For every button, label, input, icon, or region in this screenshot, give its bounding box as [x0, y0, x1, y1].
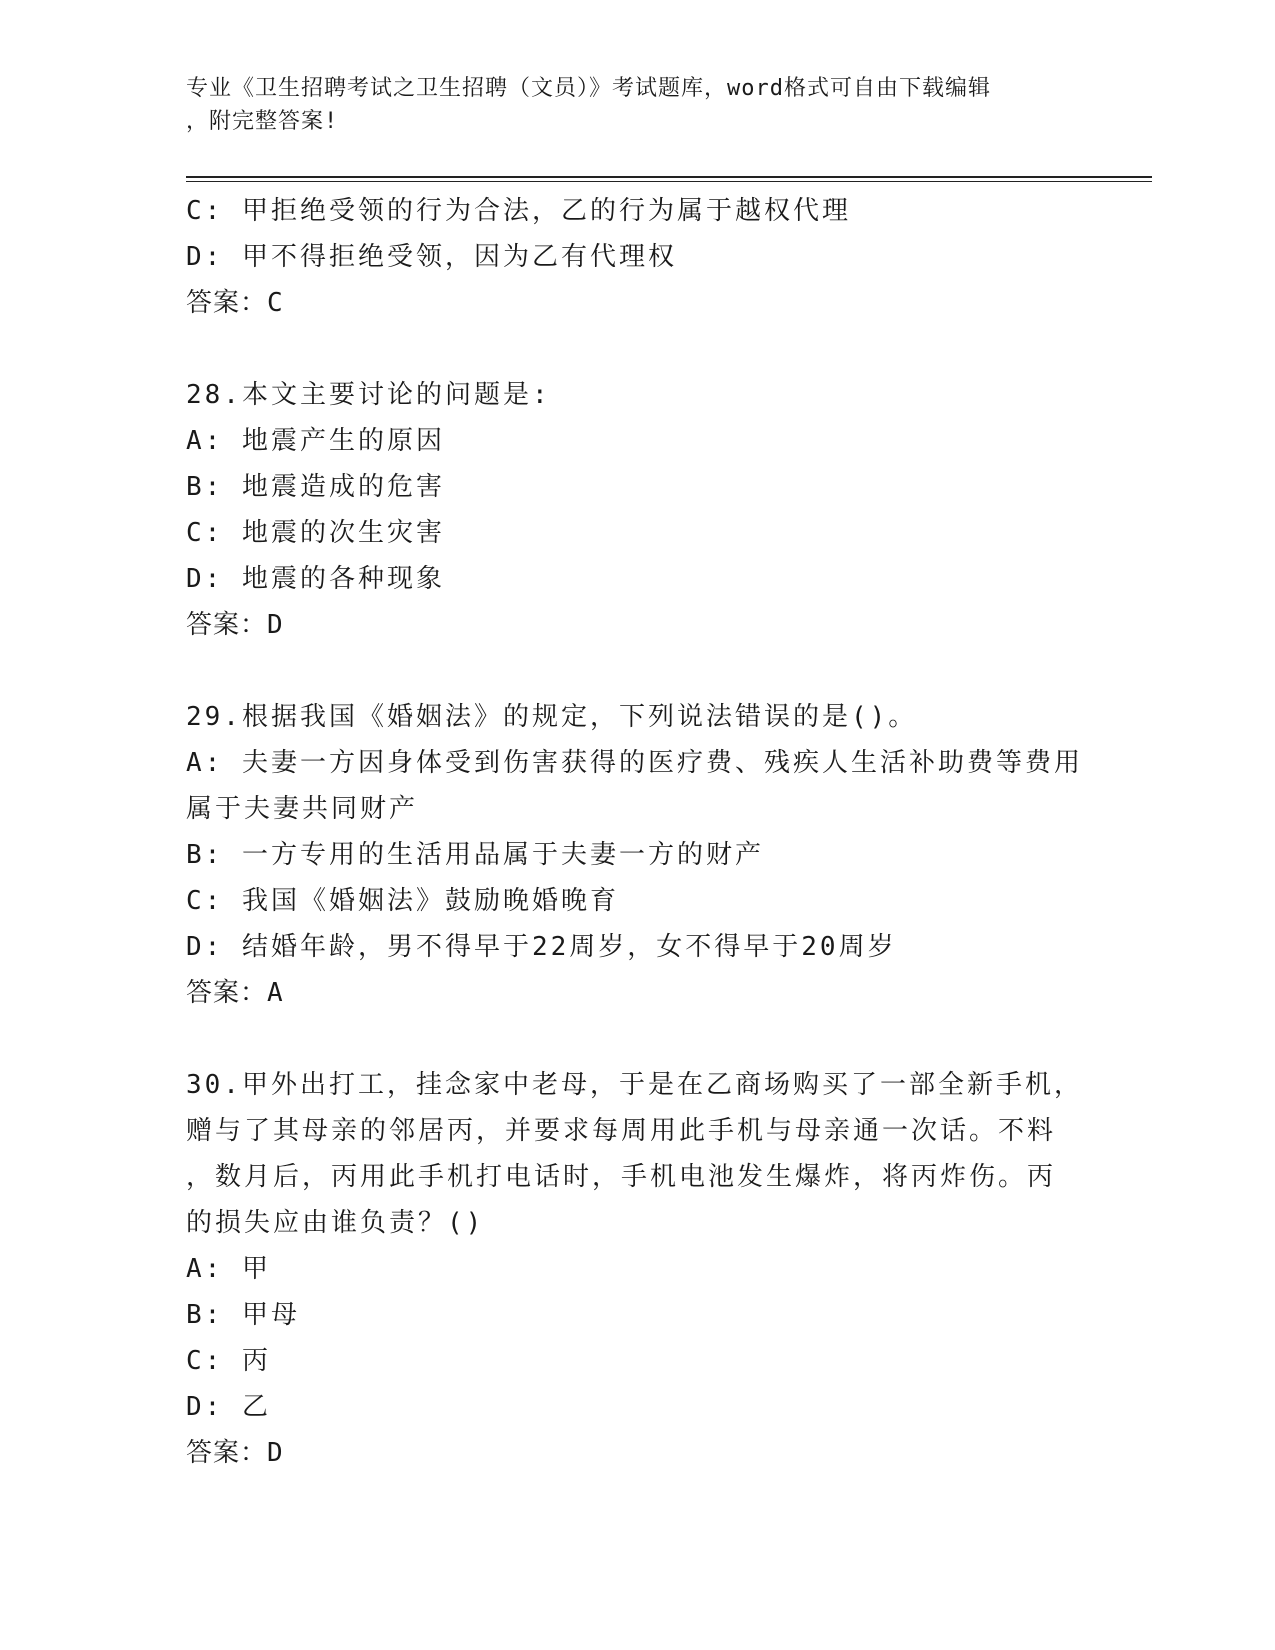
q29-option-c: C: 我国《婚姻法》鼓励晚婚晚育	[186, 886, 619, 916]
question-27	[186, 188, 1086, 326]
q27-option-c: C: 甲拒绝受领的行为合法，乙的行为属于越权代理	[186, 196, 851, 226]
q29-option-d: D: 结婚年龄，男不得早于22周岁，女不得早于20周岁	[186, 932, 897, 962]
header-line-2: ，附完整答案!	[186, 109, 339, 134]
q30-answer: 答案：D	[186, 1438, 284, 1468]
q28-answer: 答案：D	[186, 610, 284, 640]
q29-answer: 答案：A	[186, 978, 284, 1008]
q30-option-b: B: 甲母	[186, 1300, 300, 1330]
q30-stem-line-1: 30.甲外出打工，挂念家中老母，于是在乙商场购买了一部全新手机，	[186, 1070, 1083, 1100]
q29-option-a-line-1: A: 夫妻一方因身体受到伤害获得的医疗费、残疾人生活补助费等费用	[186, 748, 1083, 778]
spacer	[186, 1016, 1086, 1062]
q30-stem-line-2: 赠与了其母亲的邻居丙，并要求每周用此手机与母亲通一次话。不料	[186, 1116, 1057, 1146]
question-29	[186, 694, 1086, 1016]
q30-option-a: A: 甲	[186, 1254, 271, 1284]
q30-option-c: C: 丙	[186, 1346, 271, 1376]
q29-stem: 29.根据我国《婚姻法》的规定，下列说法错误的是()。	[186, 702, 918, 732]
document-body	[186, 188, 1086, 1476]
q28-option-d: D: 地震的各种现象	[186, 564, 445, 594]
q27-option-d: D: 甲不得拒绝受领，因为乙有代理权	[186, 242, 677, 272]
q28-option-a: A: 地震产生的原因	[186, 426, 445, 456]
q28-option-c: C: 地震的次生灾害	[186, 518, 445, 548]
question-28	[186, 372, 1086, 648]
q28-option-b: B: 地震造成的危害	[186, 472, 445, 502]
q30-stem-line-3: ，数月后，丙用此手机打电话时，手机电池发生爆炸，将丙炸伤。丙	[186, 1162, 1057, 1192]
q27-answer: 答案：C	[186, 288, 284, 318]
header-line-1: 专业《卫生招聘考试之卫生招聘（文员）》考试题库，word格式可自由下载编辑	[186, 76, 991, 101]
header-rule-thick	[186, 176, 1152, 178]
spacer	[186, 326, 1086, 372]
question-30	[186, 1062, 1086, 1476]
q29-option-b: B: 一方专用的生活用品属于夫妻一方的财产	[186, 840, 764, 870]
document-header	[186, 72, 1066, 138]
q29-option-a-line-2: 属于夫妻共同财产	[186, 794, 419, 824]
header-rule-thin	[186, 181, 1152, 182]
spacer	[186, 648, 1086, 694]
q30-option-d: D: 乙	[186, 1392, 271, 1422]
q30-stem-line-4: 的损失应由谁负责？()	[186, 1208, 485, 1238]
q28-stem: 28.本文主要讨论的问题是:	[186, 380, 551, 410]
